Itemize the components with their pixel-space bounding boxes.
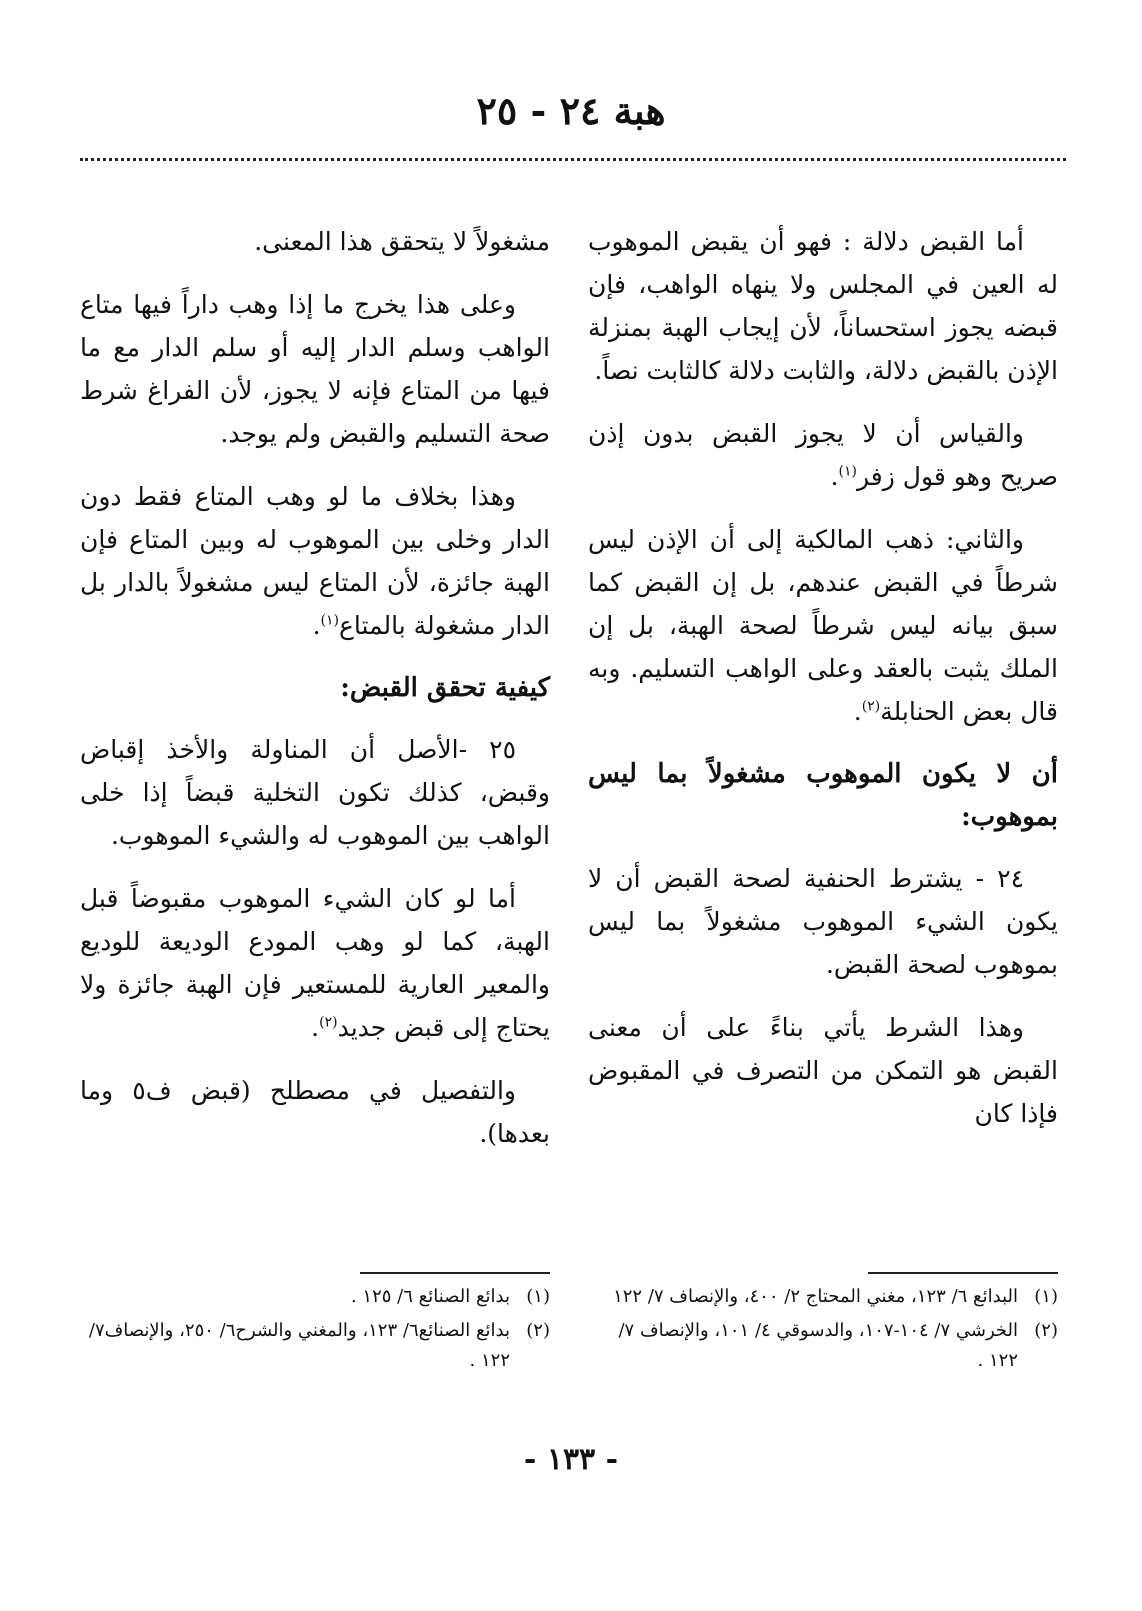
section-heading-not-occupied: أن لا يكون الموهوب مشغولاً بما ليس بموهوب:	[588, 759, 1058, 832]
footnote-text: البدائع ٦/ ١٢٣، مغني المحتاج ٢/ ٤٠٠، والإنصاف ٧/ ١٢٢	[613, 1286, 1018, 1307]
footnote-text: بدائع الصنائع ٦/ ١٢٥ .	[350, 1286, 510, 1307]
right-paragraph-4: ٢٤ - يشترط الحنفية لصحة القبض أن لا يكون الشيء الموهوب مشغولاً بما ليس بموهوب لصحة القبض.	[588, 864, 1058, 979]
left-paragraph-5	[80, 877, 550, 1049]
right-paragraph-2-text: والقياس أن لا يجوز القبض بدون إذن صريح وهو قول زفر	[588, 419, 1058, 491]
left-paragraph-1: مشغولاً لا يتحقق هذا المعنى.	[254, 227, 550, 256]
left-paragraph-4: ٢٥ -الأصل أن المناولة والأخذ إقباض وقبض، كذلك تكون التخلية قبضاً إذا خلى الواهب بين الموهوب له والشيء الموهوب.	[80, 735, 550, 850]
left-paragraph-6: والتفصيل في مصطلح (قبض ف٥ وما بعدها).	[80, 1076, 550, 1148]
right-paragraph-5: وهذا الشرط يأتي بناءً على أن معنى القبض هو التمكن من التصرف في المقبوض فإذا كان	[588, 1013, 1058, 1128]
right-column	[588, 220, 1058, 1155]
left-paragraph-5-end: .	[311, 1013, 320, 1042]
right-paragraph-2-end: .	[830, 462, 839, 491]
footnote-text: الخرشي ٧/ ١٠٤-١٠٧، والدسوقي ٤/ ١٠١، والإنصاف ٧/ ١٢٢ .	[618, 1320, 1018, 1371]
footnote-rule	[360, 1272, 550, 1274]
right-paragraph-3-text: والثاني: ذهب المالكية إلى أن الإذن ليس شرطاً في القبض عندهم، بل إن القبض كما سبق بيانه ليس شرطاً لصحة الهبة، بل إن الملك يثبت بالعقد وعلى الواهب التسليم. وبه قال بعض الحنابلة	[588, 525, 1058, 726]
footnote-number: (١)	[1034, 1286, 1058, 1307]
right-paragraph-3-end: .	[853, 697, 862, 726]
footnote-number: (٢)	[1034, 1320, 1058, 1341]
left-paragraph-3	[80, 475, 550, 647]
footnote-item	[588, 1316, 1058, 1376]
left-paragraph-3-end: .	[312, 611, 321, 640]
footnote-item	[588, 1282, 1058, 1312]
page-header-title: هبة ٢٤ - ٢٥	[476, 88, 666, 133]
footnote-number: (٢)	[526, 1320, 550, 1341]
right-paragraph-1: أما القبض دلالة : فهو أن يقبض الموهوب له العين في المجلس ولا ينهاه الواهب، فإن قبضه يجوز استحساناً، لأن إيجاب الهبة بمنزلة الإذن بالقبض دلالة، والثابت دلالة كالثابت نصاً.	[588, 227, 1058, 385]
footnote-ref-1: (١)	[838, 463, 858, 480]
footnotes-left	[80, 1272, 550, 1380]
header-dotted-rule	[80, 158, 1066, 161]
left-column	[80, 220, 550, 1175]
footnote-item	[80, 1316, 550, 1376]
right-paragraph-2	[588, 412, 1058, 498]
section-heading-how-possession: كيفية تحقق القبض:	[340, 673, 550, 703]
footnotes-right	[588, 1272, 1058, 1380]
left-paragraph-3-text: وهذا بخلاف ما لو وهب المتاع فقط دون الدار وخلى بين الموهوب له وبين المتاع فإن الهبة جائزة، لأن المتاع ليس مشغولاً بالدار بل الدار مشغولة بالمتاع	[80, 482, 550, 640]
footnote-item	[80, 1282, 550, 1312]
left-paragraph-5-text: أما لو كان الشيء الموهوب مقبوضاً قبل الهبة، كما لو وهب المودع الوديعة للوديع والمعير العارية للمستعير فإن الهبة جائزة ولا يحتاج إلى قبض جديد	[80, 884, 550, 1042]
footnote-number: (١)	[526, 1286, 550, 1307]
left-paragraph-2: وعلى هذا يخرج ما إذا وهب داراً فيها متاع الواهب وسلم الدار إليه أو سلم الدار مع ما فيها من المتاع فإنه لا يجوز، لأن الفراغ شرط صحة التسليم والقبض ولم يوجد.	[80, 290, 550, 448]
page-number: - ١٣٣ -	[523, 1442, 619, 1477]
footnote-ref-2: (٢)	[319, 1014, 338, 1031]
footnote-rule	[868, 1272, 1058, 1274]
footnote-text: بدائع الصنائع٦/ ١٢٣، والمغني والشرح٦/ ٢٥٠، والإنصاف٧/ ١٢٢ .	[88, 1320, 510, 1371]
footnote-ref-2: (٢)	[861, 698, 881, 715]
right-paragraph-3	[588, 518, 1058, 733]
footnote-ref-1: (١)	[320, 612, 339, 629]
